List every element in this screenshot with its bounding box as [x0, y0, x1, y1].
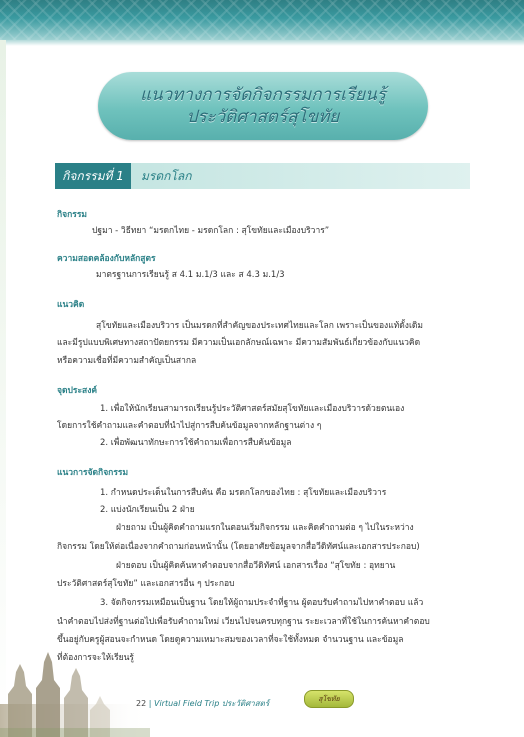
section-heading-concept: แนวคิด	[57, 300, 85, 310]
procedure-3-line-1: 3. จัดกิจกรรมเหมือนเป็นฐาน โดยให้ผู้ถามประจำที่ฐาน ผู้ตอบรับคำถามไปหาคำตอบ แล้ว	[100, 598, 424, 608]
procedure-1: 1. กำหนดประเด็นในการสืบค้น คือ มรดกโลกของไทย : สุโขทัยและเมืองบริวาร	[100, 488, 387, 498]
procedure-2a-line-2: กิจกรรม โดยให้ต่อเนื่องจากคำถามก่อนหน้านั้น (โดยอาศัยข้อมูลจากสื่อวีดิทัศน์และเอกสารประกอบ)	[57, 542, 420, 552]
sukhothai-logo: สุโขทัย	[304, 690, 354, 708]
footer-separator: |	[148, 699, 154, 708]
page-title-banner	[98, 72, 428, 140]
footer-caption	[136, 697, 269, 710]
section-heading-standards: ความสอดคล้องกับหลักสูตร	[57, 254, 156, 264]
concept-line-1: สุโขทัยและเมืองบริวาร เป็นมรดกที่สำคัญของประเทศไทยและโลก เพราะเป็นของแท้ดั้งเดิม	[96, 321, 423, 331]
procedure-2a-line-1: ฝ่ายถาม เป็นผู้คิดคำถามแรกในตอนเริ่มกิจกรรม และคิดคำถามต่อ ๆ ไปในระหว่าง	[116, 523, 414, 533]
left-decorative-bar	[0, 40, 6, 737]
activity-title: มรดกโลก	[141, 169, 192, 183]
objective-1-line-2: โดยการใช้คำถามและคำตอบที่นำไปสู่การสืบค้นข้อมูลจากหลักฐานต่าง ๆ	[57, 421, 322, 431]
section-heading-procedure: แนวการจัดกิจกรรม	[57, 468, 129, 478]
procedure-3-line-3: ขึ้นอยู่กับครูผู้สอนจะกำหนด โดยดูความเหมาะสมของเวลาที่จะใช้ทั้งหมด จำนวนฐาน และข้อมูล	[57, 635, 404, 645]
concept-line-3: หรือความเชื่อที่มีความสำคัญเป็นสากล	[57, 356, 197, 366]
section-heading-activity: กิจกรรม	[57, 210, 88, 220]
procedure-2: 2. แบ่งนักเรียนเป็น 2 ฝ่าย	[100, 505, 195, 515]
activity-text: ปฐมา - วิธีทยา “มรดกไทย - มรดกโลก : สุโขทัยและเมืองบริวาร”	[92, 226, 330, 236]
page-title-line2: ประวัติศาสตร์สุโขทัย	[186, 107, 340, 127]
procedure-2b-line-1: ฝ่ายตอบ เป็นผู้คิดค้นหาคำตอบจากสื่อวีดิทัศน์ เอกสารเรื่อง “สุโขทัย : อุทยาน	[116, 561, 396, 571]
procedure-2b-line-2: ประวัติศาสตร์สุโขทัย” และเอกสารอื่น ๆ ประกอบ	[57, 579, 235, 589]
concept-line-2: และมีรูปแบบพิเศษทางสถาปัตยกรรม มีความเป็นเอกลักษณ์เฉพาะ มีความสัมพันธ์เกี่ยวข้องกับแนวคิด	[57, 338, 421, 348]
section-heading-objectives: จุดประสงค์	[57, 386, 98, 396]
objective-1-line-1: 1. เพื่อให้นักเรียนสามารถเรียนรู้ประวัติศาสตร์สมัยสุโขทัยและเมืองบริวารด้วยตนเอง	[100, 404, 405, 414]
page-title-line1: แนวทางการจัดกิจกรรมการเรียนรู้	[140, 85, 386, 105]
activity-header	[55, 163, 470, 189]
standards-text: มาตรฐานการเรียนรู้ ส 4.1 ม.1/3 และ ส 4.3 ม.1/3	[96, 270, 285, 280]
procedure-3-line-4: ที่ต้องการจะให้เรียนรู้	[57, 653, 134, 663]
top-pattern	[0, 0, 524, 40]
page-number: 22	[136, 699, 147, 708]
footer-series: Virtual Field Trip ประวัติศาสตร์	[153, 699, 270, 708]
activity-number-tag: กิจกรรมที่ 1	[55, 163, 131, 189]
objective-2: 2. เพื่อพัฒนาทักษะการใช้คำถามเพื่อการสืบค้นข้อมูล	[100, 438, 292, 448]
temple-ruins-illustration	[0, 644, 150, 737]
procedure-3-line-2: นำคำตอบไปส่งที่ฐานต่อไปเพื่อรับคำถามใหม่ เวียนไปจนครบทุกฐาน ระยะเวลาที่ใช้ในการค้นหาคำตอบ	[57, 617, 430, 627]
